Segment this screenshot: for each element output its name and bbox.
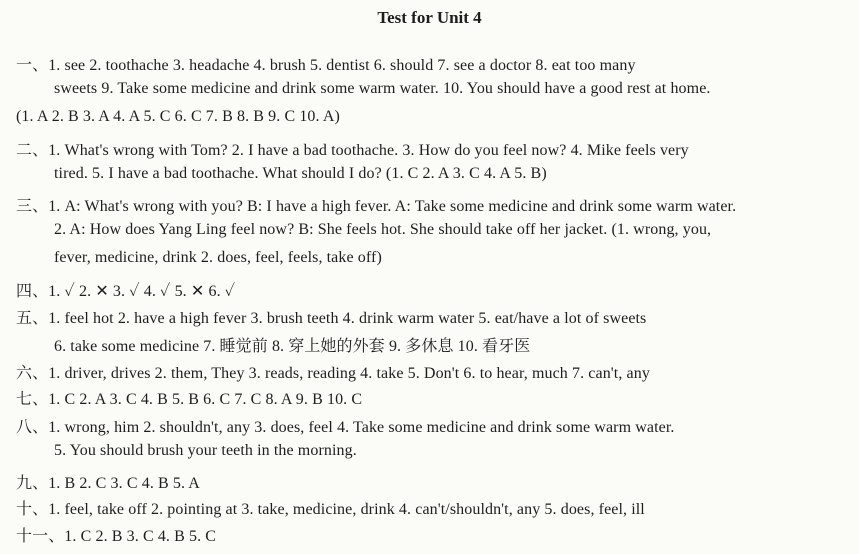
answer-line-2-2: tired. 5. I have a bad toothache. What should I do? (1. C 2. A 3. C 4. A 5. B) bbox=[54, 165, 547, 182]
page-title: Test for Unit 4 bbox=[377, 8, 482, 27]
answer-line-3-3: fever, medicine, drink 2. does, feel, feels, take off) bbox=[54, 249, 382, 266]
answer-line-11: 十一、1. C 2. B 3. C 4. B 5. C bbox=[16, 528, 217, 545]
answer-line-9: 九、1. B 2. C 3. C 4. B 5. A bbox=[16, 475, 200, 492]
answer-line-5-1: 五、1. feel hot 2. have a high fever 3. brush teeth 4. drink warm water 5. eat/have a lot of sweets bbox=[16, 310, 647, 327]
answer-line-2-1: 二、1. What's wrong with Tom? 2. I have a bad toothache. 3. How do you feel now? 4. Mike feels very bbox=[16, 142, 689, 159]
answer-line-1-3: (1. A 2. B 3. A 4. A 5. C 6. C 7. B 8. B 9. C 10. A) bbox=[16, 108, 340, 125]
answer-line-1-1: 一、1. see 2. toothache 3. headache 4. brush 5. dentist 6. should 7. see a doctor 8. eat too many bbox=[16, 57, 636, 74]
answer-line-8-2: 5. You should brush your teeth in the morning. bbox=[54, 442, 357, 459]
answer-line-3-1: 三、1. A: What's wrong with you? B: I have a high fever. A: Take some medicine and drink some warm water. bbox=[16, 198, 737, 215]
answer-line-1-2: sweets 9. Take some medicine and drink some warm water. 10. You should have a good rest at home. bbox=[54, 80, 711, 97]
answer-line-7: 七、1. C 2. A 3. C 4. B 5. B 6. C 7. C 8. A 9. B 10. C bbox=[16, 391, 363, 408]
answer-line-8-1: 八、1. wrong, him 2. shouldn't, any 3. does, feel 4. Take some medicine and drink some warm water. bbox=[16, 419, 675, 436]
answer-line-3-2: 2. A: How does Yang Ling feel now? B: She feels hot. She should take off her jacket. (1. wrong, you, bbox=[54, 221, 712, 238]
answer-line-10: 十、1. feel, take off 2. pointing at 3. take, medicine, drink 4. can't/shouldn't, any 5. does, feel, ill bbox=[16, 501, 645, 518]
answer-line-6: 六、1. driver, drives 2. them, They 3. reads, reading 4. take 5. Don't 6. to hear, much 7. can't, any bbox=[16, 365, 650, 382]
answer-line-5-2: 6. take some medicine 7. 睡觉前 8. 穿上她的外套 9. 多休息 10. 看牙医 bbox=[54, 338, 531, 355]
answer-line-4: 四、1. ✓ 2. ✕ 3. ✓ 4. ✓ 5. ✕ 6. ✓ bbox=[16, 283, 236, 300]
